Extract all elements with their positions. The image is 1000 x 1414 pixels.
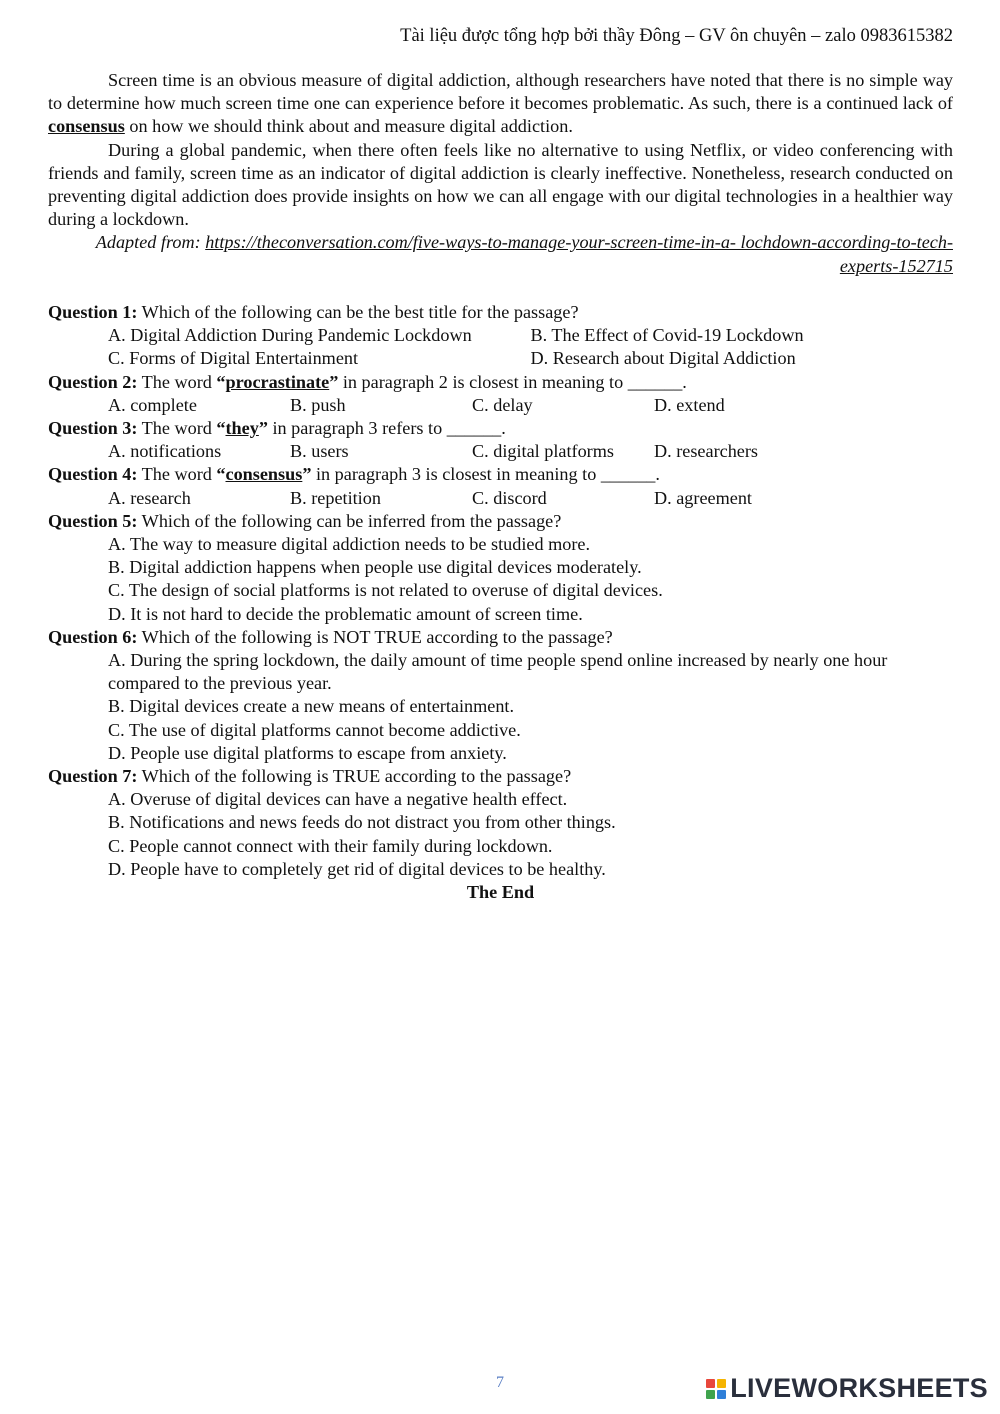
logo-square (717, 1379, 726, 1388)
key-word-consensus: consensus (48, 116, 125, 137)
option[interactable]: C. The design of social platforms is not related to overuse of digital devices. (108, 580, 663, 601)
option[interactable]: D. People use digital platforms to escape from anxiety. (108, 742, 507, 763)
logo-square (706, 1379, 715, 1388)
question-label: Question 1: (48, 302, 138, 322)
source-citation (48, 231, 953, 277)
question-4: Question 4: The word “consensus” in paragraph 3 is closest in meaning to ______. (48, 464, 660, 485)
question-label: Question 5: (48, 510, 138, 531)
logo-square (706, 1390, 715, 1399)
options-row (48, 347, 953, 370)
question-label: Question 3: (48, 418, 138, 439)
option[interactable]: A. research (108, 487, 191, 508)
question-text: in paragraph 3 refers to ______. (267, 418, 506, 439)
passage-text: on how we should think about and measure digital addiction. (124, 116, 573, 137)
option[interactable]: A. Digital Addiction During Pandemic Lockdown (108, 325, 472, 346)
option[interactable]: D. researchers (654, 441, 759, 462)
question-text: in paragraph 2 is closest in meaning to ______. (338, 371, 687, 392)
option[interactable]: C. People cannot connect with their family during lockdown. (108, 835, 553, 856)
option[interactable]: D. agreement (654, 487, 752, 508)
options-row (48, 487, 953, 510)
question-6 (48, 626, 953, 649)
option[interactable]: A. complete (108, 394, 197, 415)
question-3: Question 3: The word “they” in paragraph 3 refers to ______. (48, 418, 506, 439)
question-text: Which of the following can be inferred from the passage? (137, 510, 562, 531)
option[interactable]: C. delay (472, 394, 533, 415)
question-text: The word (137, 464, 217, 485)
option[interactable]: C. Forms of Digital Entertainment (108, 348, 359, 369)
question-5 (48, 510, 953, 533)
option[interactable]: B. Notifications and news feeds do not distract you from other things. (108, 812, 616, 833)
key-word: procrastinate (225, 371, 330, 392)
question-text: Which of the following is TRUE according to the passage? (137, 766, 572, 787)
question-7 (48, 765, 953, 788)
passage-paragraph-1 (48, 69, 953, 139)
option[interactable]: D. It is not hard to decide the problematic amount of screen time. (108, 603, 583, 624)
options-row (48, 394, 953, 417)
question-1 (48, 301, 953, 324)
question-text: The word (137, 371, 217, 392)
option[interactable]: B. Digital devices create a new means of entertainment. (108, 696, 515, 717)
logo-square (717, 1390, 726, 1399)
page-number: 7 (496, 1374, 504, 1391)
option[interactable]: A. notifications (108, 441, 222, 462)
question-text: Which of the following can be the best title for the passage? (137, 302, 579, 322)
question-text: The word (137, 418, 217, 439)
passage-paragraph-2: During a global pandemic, when there often feels like no alternative to using Netflix, or video conferencing with friends and family, screen time as an indicator of digital addiction is clearly ineffective. Nonetheless, research conducted on preventing digital addiction does provide insights on how we can all engage with our digital technologies in a healthier way during a lockdown. (48, 139, 953, 230)
option[interactable]: C. discord (472, 487, 547, 508)
question-list (48, 301, 953, 904)
source-label: Adapted from: (95, 232, 206, 253)
key-word: they (225, 418, 259, 439)
passage-text: Screen time is an obvious measure of digital addiction, although researchers have noted that there is no simple way to determine how much screen time one can experience before it becomes problematic. As such, there is a continued lack of (48, 70, 953, 114)
question-2: Question 2: The word “procrastinate” in paragraph 2 is closest in meaning to ______. (48, 371, 687, 392)
options-row (48, 324, 953, 347)
option[interactable]: A. During the spring lockdown, the daily amount of time people spend online increased by nearly one hour compared to the previous year. (108, 650, 888, 694)
option[interactable]: B. repetition (290, 487, 381, 508)
option[interactable]: C. The use of digital platforms cannot become addictive. (108, 719, 521, 740)
reading-passage (48, 69, 953, 278)
question-label: Question 4: (48, 464, 138, 485)
liveworksheets-logo[interactable] (706, 1373, 988, 1404)
options-row (48, 440, 953, 463)
option[interactable]: A. Overuse of digital devices can have a negative health effect. (108, 789, 568, 810)
option[interactable]: D. Research about Digital Addiction (530, 348, 796, 369)
option[interactable]: B. users (290, 441, 349, 462)
the-end-label: The End (466, 882, 535, 903)
option[interactable]: D. extend (654, 394, 725, 415)
question-label: Question 6: (48, 626, 138, 647)
question-label: Question 7: (48, 766, 138, 787)
liveworksheets-logo-icon (706, 1379, 726, 1399)
question-label: Question 2: (48, 371, 138, 392)
option[interactable]: B. Digital addiction happens when people use digital devices moderately. (108, 557, 642, 578)
option[interactable]: B. push (290, 394, 346, 415)
option[interactable]: C. digital platforms (472, 441, 614, 462)
page-header: Tài liệu được tổng hợp bởi thầy Đông – GV ôn chuyên – zalo 0983615382 (400, 26, 953, 46)
question-text: Which of the following is NOT TRUE according to the passage? (137, 626, 613, 647)
brand-name: LIVEWORKSHEETS (730, 1373, 988, 1403)
option[interactable]: A. The way to measure digital addiction needs to be studied more. (108, 534, 591, 555)
source-link[interactable]: https://theconversation.com/five-ways-to-manage-your-screen-time-in-a- lochdown-according-to-tech-experts-152715 (205, 232, 953, 276)
option[interactable]: D. People have to completely get rid of digital devices to be healthy. (108, 858, 606, 879)
key-word: consensus (225, 464, 303, 485)
option[interactable]: B. The Effect of Covid-19 Lockdown (530, 325, 804, 346)
question-text: in paragraph 3 is closest in meaning to ______. (311, 464, 660, 485)
